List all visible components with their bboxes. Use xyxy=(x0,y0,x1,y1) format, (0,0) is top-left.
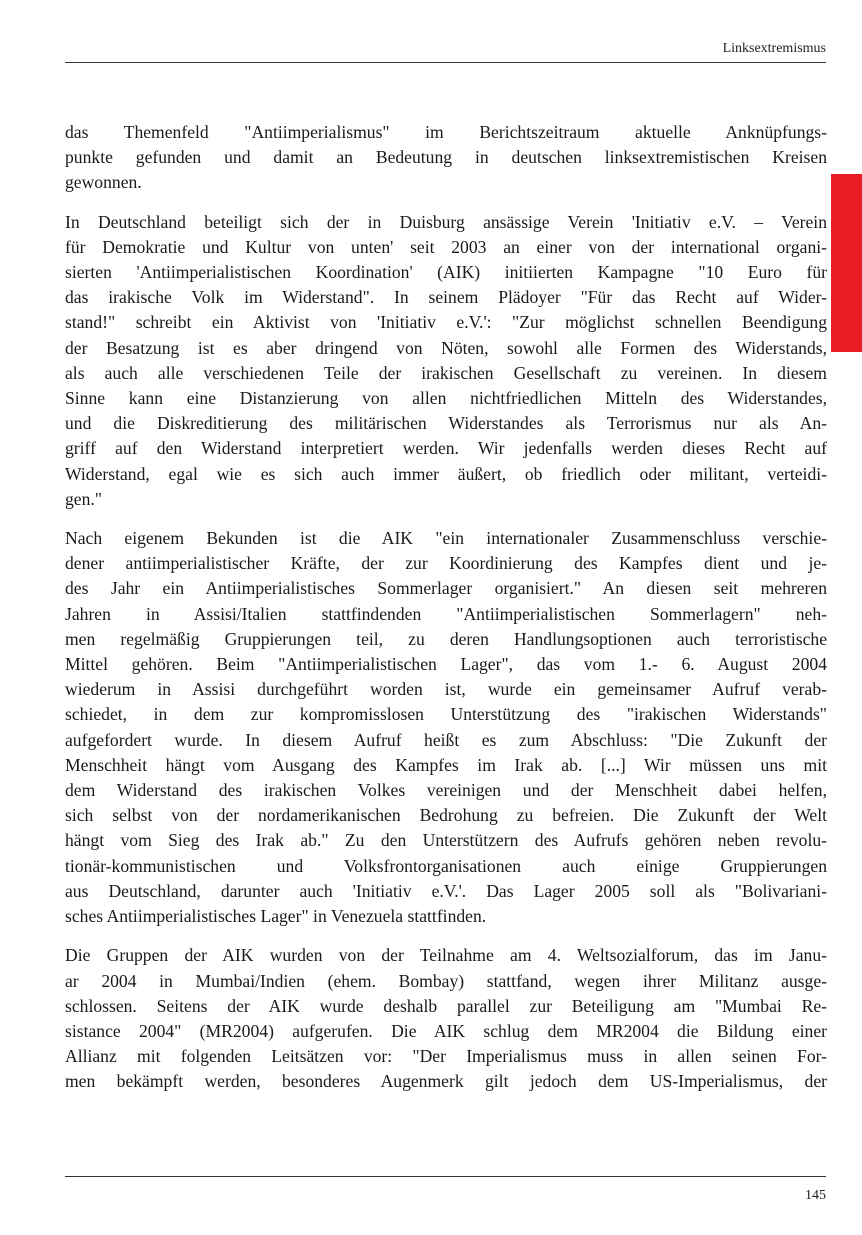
paragraph-3 xyxy=(65,526,827,929)
text-line: dener antiimperialistischer Kräfte, der zur Koordinierung des Kampfes dient und je- xyxy=(65,553,827,574)
text-line: men regelmäßig Gruppierungen teil, zu deren Handlungsoptionen auch terroristische xyxy=(65,628,827,649)
text-line: aufgefordert wurde. In diesem Aufruf heißt es zum Abschluss: "Die Zukunft der xyxy=(65,729,827,750)
running-head-title: Linksextremismus xyxy=(722,41,826,56)
page-number: 145 xyxy=(805,1188,826,1203)
text-line: aus Deutschland, darunter auch 'Initiativ e.V.'. Das Lager 2005 soll als "Bolivariani- xyxy=(65,880,827,901)
text-line: gen." xyxy=(65,488,102,509)
text-line: als auch alle verschiedenen Teile der irakischen Gesellschaft zu vereinen. In diesem xyxy=(65,362,827,383)
text-line: dem Widerstand des irakischen Volkes vereinigen und der Menschheit dabei helfen, xyxy=(65,780,827,801)
text-line: sierten 'Antiimperialistischen Koordination' (AIK) initiierten Kampagne "10 Euro für xyxy=(65,262,827,283)
text-line: der Besatzung ist es aber dringend von Nöten, sowohl alle Formen des Widerstands, xyxy=(65,337,827,358)
text-line: sches Antiimperialistisches Lager" in Venezuela stattfinden. xyxy=(65,906,487,927)
text-line: sich selbst von der nordamerikanischen Bedrohung zu befreien. Die Zukunft der Welt xyxy=(65,805,827,826)
text-line: ar 2004 in Mumbai/Indien (ehem. Bombay) stattfand, wegen ihrer Militanz ausge- xyxy=(65,970,827,991)
text-line: tionär-kommunistischen und Volksfrontorganisationen auch einige Gruppierungen xyxy=(65,855,827,876)
text-line: das irakische Volk im Widerstand". In seinem Plädoyer "Für das Recht auf Wider- xyxy=(65,287,827,308)
text-line: In Deutschland beteiligt sich der in Duisburg ansässige Verein 'Initiativ e.V. – Verein xyxy=(65,211,827,232)
paragraph-1 xyxy=(65,120,827,196)
chapter-color-tab xyxy=(831,174,862,352)
text-line: Menschheit hängt vom Ausgang des Kampfes im Irak ab. [...] Wir müssen uns mit xyxy=(65,754,827,775)
text-line: das Themenfeld "Antiimperialismus" im Berichtszeitraum aktuelle Anknüpfungs- xyxy=(65,122,827,142)
text-line: schiedet, in dem zur kompromisslosen Unterstützung des "irakischen Widerstands" xyxy=(65,704,827,725)
text-line: des Jahr ein Antiimperialistisches Sommerlager organisiert." An diesen seit mehreren xyxy=(65,578,827,599)
text-line: punkte gefunden und damit an Bedeutung in deutschen linksextremistischen Kreisen xyxy=(65,147,827,168)
paragraph-2 xyxy=(65,210,827,512)
text-line: wiederum in Assisi durchgeführt worden ist, wurde ein gemeinsamer Aufruf verab- xyxy=(65,679,827,700)
text-line: gewonnen. xyxy=(65,172,142,193)
text-line: Widerstand, egal wie es sich auch immer äußert, ob friedlich oder militant, verteidi- xyxy=(65,463,827,484)
text-line: hängt vom Sieg des Irak ab." Zu den Unterstützern des Aufrufs gehören neben revolu- xyxy=(65,830,827,851)
text-line: für Demokratie und Kultur von unten' seit 2003 an einer von der international organi- xyxy=(65,236,827,257)
text-line: Jahren in Assisi/Italien stattfindenden "Antiimperialistischen Sommerlagern" neh- xyxy=(65,603,827,624)
text-line: Mittel gehören. Beim "Antiimperialistischen Lager", das vom 1.- 6. August 2004 xyxy=(65,654,827,675)
text-line: Allianz mit folgenden Leitsätzen vor: "Der Imperialismus muss in allen seinen For- xyxy=(65,1046,827,1067)
header-rule xyxy=(65,62,826,63)
paragraph-4 xyxy=(65,943,827,1094)
text-line: stand!" schreibt ein Aktivist von 'Initiativ e.V.': "Zur möglichst schnellen Beendigung xyxy=(65,312,827,333)
text-line: Die Gruppen der AIK wurden von der Teilnahme am 4. Weltsozialforum, das im Janu- xyxy=(65,945,827,966)
text-line: men bekämpft werden, besonderes Augenmerk gilt jedoch dem US-Imperialismus, der xyxy=(65,1071,827,1092)
text-line: und die Diskreditierung des militärischen Widerstandes als Terrorismus nur als An- xyxy=(65,413,827,434)
footer-rule xyxy=(65,1176,826,1177)
text-line: Nach eigenem Bekunden ist die AIK "ein internationaler Zusammenschluss verschie- xyxy=(65,528,827,549)
page-body xyxy=(65,120,827,1109)
text-line: Sinne kann eine Distanzierung von allen nichtfriedlichen Mitteln des Widerstandes, xyxy=(65,388,827,409)
text-line: sistance 2004" (MR2004) aufgerufen. Die AIK schlug dem MR2004 die Bildung einer xyxy=(65,1020,827,1041)
text-line: schlossen. Seitens der AIK wurde deshalb parallel zur Beteiligung am "Mumbai Re- xyxy=(65,995,827,1016)
text-line: griff auf den Widerstand interpretiert werden. Wir jedenfalls werden dieses Recht auf xyxy=(65,438,827,459)
